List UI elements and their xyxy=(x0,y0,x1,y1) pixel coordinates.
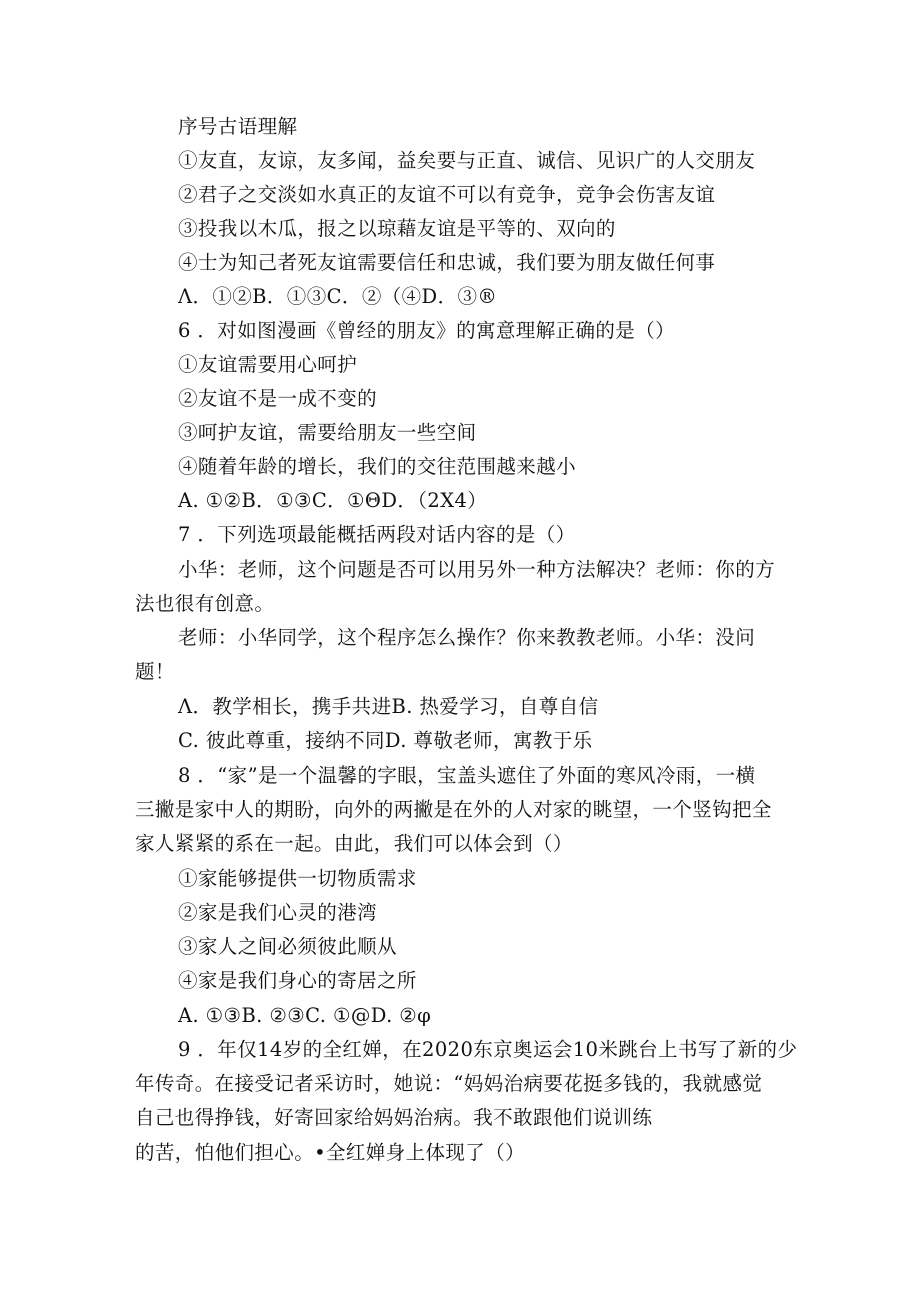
question-6-statement: ③呵护友谊，需要给朋友一些空间 xyxy=(178,421,477,444)
question-7-dialogue: 老师：小华同学，这个程序怎么操作？你来教教老师。小华：没问 xyxy=(178,626,756,649)
question-6-statement: ②友谊不是一成不变的 xyxy=(178,387,378,410)
question-6-statement: ①友谊需要用心呵护 xyxy=(178,353,358,376)
question-6-stem: 6 ．对如图漫画《曾经的朋友》的寓意理解正确的是（） xyxy=(178,319,676,342)
question-6-statement: ④随着年龄的增长，我们的交往范围越来越小 xyxy=(178,455,577,478)
question-8-stem: 8 ．“家”是一个温馨的字眼，宝盖头遮住了外面的寒风冷雨，一横 xyxy=(178,764,756,787)
question-9-stem-cont: 的苦，怕他们担心。•全红婵身上体现了（） xyxy=(135,1141,526,1164)
question-8-stem-cont: 家人紧紧的系在一起。由此，我们可以体会到（） xyxy=(135,832,573,855)
question-8-statement: ②家是我们心灵的港湾 xyxy=(178,901,378,924)
question-8-stem-cont: 三撇是家中人的期盼，向外的两撇是在外的人对家的眺望，一个竖钩把全 xyxy=(135,798,772,821)
question-9-stem-cont: 年传奇。在接受记者采访时，她说：“妈妈治病要花挺多钱的，我就感觉 xyxy=(135,1072,763,1095)
question-7-stem: 7 ．下列选项最能概括两段对话内容的是（） xyxy=(178,523,576,546)
table-row: ②君子之交淡如水真正的友谊不可以有竞争，竞争会伤害友谊 xyxy=(178,183,716,206)
question-7-dialogue: 小华：老师，这个问题是否可以用另外一种方法解决？老师：你的方 xyxy=(178,558,776,581)
question-7-dialogue-cont: 法也很有创意。 xyxy=(135,592,275,615)
question-8-statement: ④家是我们身心的寄居之所 xyxy=(178,969,417,992)
table-header-line: 序号古语理解 xyxy=(178,115,298,138)
answer-options-7: C. 彼此尊重，接纳不同D. 尊敬老师，寓教于乐 xyxy=(178,729,593,752)
table-row: ①友直，友谅，友多闻，益矣要与正直、诚信、见识广的人交朋友 xyxy=(178,149,756,172)
question-9-stem-cont: 自己也得挣钱，好寄回家给妈妈治病。我不敢跟他们说训练 xyxy=(135,1106,653,1129)
question-7-dialogue-cont: 题！ xyxy=(135,660,175,683)
answer-options-8: A. ①③B. ②③C. ①@D. ②φ xyxy=(178,1004,432,1027)
answer-options-7: Λ．教学相长，携手共进B. 热爱学习，自尊自信 xyxy=(178,695,599,718)
table-row: ④士为知己者死友谊需要信任和忠诚，我们要为朋友做任何事 xyxy=(178,251,716,274)
answer-options-5: Λ．①②B．①③C．②（④D．③® xyxy=(178,285,498,308)
question-8-statement: ①家能够提供一切物质需求 xyxy=(178,867,417,890)
question-9-stem: 9 ．年仅14岁的全红婵，在2020东京奥运会10米跳台上书写了新的少 xyxy=(178,1038,798,1061)
question-8-statement: ③家人之间必须彼此顺从 xyxy=(178,935,397,958)
answer-options-6: A. ①②B．①③C．①ΘD．（2X4） xyxy=(178,489,488,512)
table-row: ③投我以木瓜，报之以琼藉友谊是平等的、双向的 xyxy=(178,217,616,240)
